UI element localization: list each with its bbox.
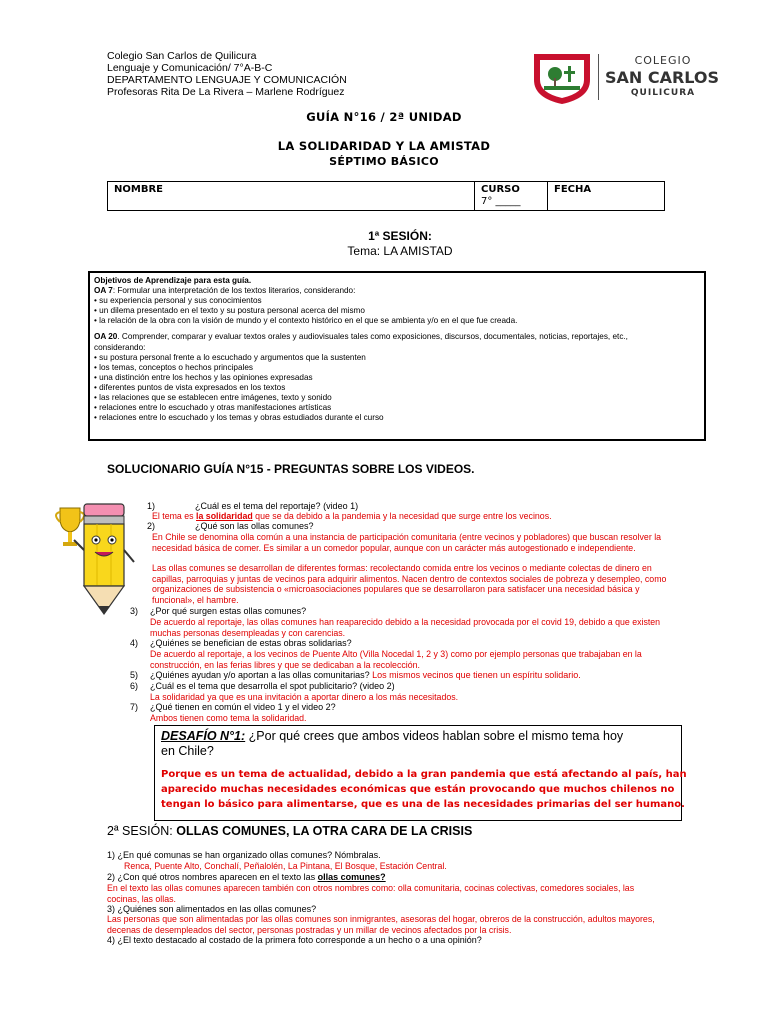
desafio-question-line xyxy=(161,729,675,744)
oa20-item: • los temas, conceptos o hechos principales xyxy=(94,362,253,372)
guide-theme: LA SOLIDARIDAD Y LA AMISTAD xyxy=(277,139,491,153)
answer-2b-line: capillas, parroquias y juntas de vecinos para adquirir alimentos. Nacen dentro de contextos sociales de pobreza y desempleo, como xyxy=(152,573,667,584)
oa20-item: • relaciones entre lo escuchado y otras manifestaciones artísticas xyxy=(94,403,332,413)
answer-2b-line: Las ollas comunes se desarrollan de diferentes formas: recolectando comida entre los vecinos o mediante colectas de dinero en xyxy=(152,563,652,573)
session2-answer-2-line: cocinas, las ollas. xyxy=(107,893,176,904)
header-line-subject: Lenguaje y Comunicación/ 7°A-B-C xyxy=(107,62,273,74)
answer-2b-line: organizaciones de subsistencia o «microasociaciones populares que se desarrollaron para satisfacer una necesidad básica y xyxy=(152,584,640,594)
session2-question-1: 1) ¿En qué comunas se han organizado ollas comunes? Nómbralas. xyxy=(107,850,381,860)
desafio-answer-line: Porque es un tema de actualidad, debido a la gran pandemia que está afectando al país, han xyxy=(161,769,687,780)
question-7-number: 7) xyxy=(130,702,139,712)
oa20-item: • las relaciones que se establecen entre imágenes, texto y sonido xyxy=(94,393,332,403)
answer-3-line: muchas personas desempleadas y con carencias. xyxy=(150,627,346,638)
student-info-table xyxy=(107,181,665,211)
answer-5: Los mismos vecinos que tienen un espíritu solidario. xyxy=(369,670,581,680)
oa7-item: • un dilema presentado en el texto y su postura personal acerca del mismo xyxy=(94,306,365,316)
objectives-box xyxy=(88,271,706,441)
answer-3-line: De acuerdo al reportaje, las ollas comunes han reaparecido debido a la necesidad provocada por el covid 19, debido a que existen xyxy=(150,617,661,627)
desafio-label: DESAFÍO N°1: xyxy=(161,729,246,743)
guide-level: SÉPTIMO BÁSICO xyxy=(329,155,439,168)
oa20-item: • una distinción entre los hechos y las opiniones expresadas xyxy=(94,372,313,382)
question-4-number: 4) xyxy=(130,638,139,648)
session2-title xyxy=(107,824,472,838)
session2-answer-3-line: decenas de desempleados del sector, personas postradas y un millar de vecinos afectados por la crisis. xyxy=(107,924,512,935)
oa7-text: : Formular una interpretación de los textos literarios, considerando: xyxy=(112,286,356,296)
question-3 xyxy=(130,606,306,617)
session2-heading: OLLAS COMUNES, LA OTRA CARA DE LA CRISIS xyxy=(176,824,473,838)
answer-7 xyxy=(150,713,306,724)
question-6 xyxy=(130,681,395,692)
school-shield-icon xyxy=(530,50,594,106)
answer-2 xyxy=(152,532,661,553)
answer-4-line: construcción, en las ferias libres y que se dedicaban a la recolección. xyxy=(150,659,420,670)
nombre-label: NOMBRE xyxy=(114,184,163,195)
question-3-text: ¿Por qué surgen estas ollas comunes? xyxy=(150,606,307,616)
oa20-text: . Comprender, comparar y evaluar textos orales y audiovisuales tales como exposiciones, discursos, documentales, noticias, reportajes, etc., xyxy=(117,332,628,342)
logo-divider xyxy=(598,54,599,100)
question-4 xyxy=(130,638,352,649)
oa7-label: OA 7 xyxy=(94,286,113,296)
session2-question-4: 4) ¿El texto destacado al costado de la primera foto corresponde a un hecho o a una opinión? xyxy=(107,935,482,945)
answer-1-bold: la solidaridad xyxy=(196,511,253,521)
session2-answer-1: Renca, Puente Alto, Conchalí, Peñalolén, La Pintana, El Bosque, Estación Central. xyxy=(124,861,447,871)
question-7 xyxy=(130,702,336,713)
oa20-line xyxy=(94,332,700,342)
curso-value: 7° _____ xyxy=(481,196,521,207)
session2-answer-2 xyxy=(107,883,634,904)
question-6-number: 6) xyxy=(130,681,139,691)
session2-question-2 xyxy=(107,872,386,883)
question-6-text: ¿Cuál es el tema que desarrolla el spot publicitario? (video 2) xyxy=(150,681,395,691)
curso-label: CURSO xyxy=(481,184,520,195)
answer-1-pre: El tema es xyxy=(152,511,197,521)
question-1-number: 1) xyxy=(147,501,156,511)
session2-answer-3-line: Las personas que son alimentadas por las ollas comunes son inmigrantes, asesoras del hogar, obreros de la construcción, adultos mayores, xyxy=(107,914,655,924)
desafio-question2: en Chile? xyxy=(161,744,214,758)
question-5 xyxy=(130,670,581,681)
header-line-department: DEPARTAMENTO LENGUAJE Y COMUNICACIÓN xyxy=(107,74,347,86)
logo-text-quilicura: QUILICURA xyxy=(630,88,696,98)
desafio-answer-line: aparecido muchas necesidades económicas que están provocando que muchos chilenos no xyxy=(161,784,675,795)
nombre-cell[interactable] xyxy=(108,182,475,210)
oa20-item: • diferentes puntos de vista expresados en los textos xyxy=(94,382,286,392)
question-2-text: ¿Qué son las ollas comunes? xyxy=(195,521,314,531)
question-5-text: ¿Quiénes ayudan y/o aportan a las ollas comunitarias? xyxy=(150,670,370,680)
desafio-question: ¿Por qué crees que ambos videos hablan sobre el mismo tema hoy xyxy=(245,729,624,743)
answer-4 xyxy=(150,649,642,670)
oa20-item: • su postura personal frente a lo escuchado y argumentos que la sustenten xyxy=(94,352,366,362)
answer-2-line: necesidad básica de comer. Es similar a un comedor popular, aunque con un carácter más autogestionado e independiente. xyxy=(152,542,636,553)
answer-1-post: que se da debido a la pandemia y la necesidad que surge entre los vecinos. xyxy=(252,511,552,521)
oa20-item: • relaciones entre lo escuchado y los temas y obras estudiados durante el curso xyxy=(94,413,384,423)
question-2 xyxy=(147,521,314,532)
session2-label: 2ª SESIÓN: xyxy=(107,824,177,838)
header-line-school: Colegio San Carlos de Quilicura xyxy=(107,50,257,62)
question-5-number: 5) xyxy=(130,670,139,680)
oa7-item: • su experiencia personal y sus conocimientos xyxy=(94,296,262,306)
logo-text-colegio: COLEGIO xyxy=(634,54,692,67)
session1-title: 1ª SESIÓN: xyxy=(368,229,432,243)
session2-question-3: 3) ¿Quiénes son alimentados en las ollas comunes? xyxy=(107,904,317,914)
curso-cell[interactable] xyxy=(475,182,548,210)
school-header xyxy=(107,50,347,98)
question-7-text: ¿Qué tienen en común el video 1 y el video 2? xyxy=(150,702,336,712)
desafio-box xyxy=(154,725,687,821)
session2-question-2-text: 2) ¿Con qué otros nombres aparecen en el texto las xyxy=(107,872,318,882)
header-line-teachers: Profesoras Rita De La Rivera – Marlene Rodríguez xyxy=(107,86,345,98)
oa7-item: • la relación de la obra con la visión de mundo y el contexto histórico en el que se ambienta y/o en el que fue creada. xyxy=(94,316,518,326)
oa20-label: OA 20 xyxy=(94,332,118,342)
question-2-number: 2) xyxy=(147,521,156,531)
oa7-line xyxy=(94,286,700,296)
session2-question-2-bold: ollas comunes? xyxy=(317,872,386,882)
guide-title: GUÍA N°16 / 2ª UNIDAD xyxy=(306,110,462,124)
solucionario-title: SOLUCIONARIO GUÍA N°15 - PREGUNTAS SOBRE LOS VIDEOS. xyxy=(107,462,475,476)
answer-1 xyxy=(152,511,552,522)
answer-2b-line: funcional», el hambre. xyxy=(152,594,239,605)
question-1-text: ¿Cuál es el tema del reportaje? (video 1) xyxy=(195,501,359,511)
answer-2-line: En Chile se denomina olla común a una instancia de participación comunitaria (entre vecinos y pobladores) que buscan resolver la xyxy=(152,532,662,542)
answer-7-line: Ambos tienen como tema la solidaridad. xyxy=(150,713,307,723)
fecha-cell[interactable] xyxy=(548,182,664,210)
session2-answer-3 xyxy=(107,914,655,935)
fecha-label: FECHA xyxy=(554,184,592,195)
objectives-heading: Objetivos de Aprendizaje para esta guía. xyxy=(94,276,252,285)
answer-3 xyxy=(150,617,660,638)
answer-2b xyxy=(152,563,666,605)
answer-6 xyxy=(150,692,458,703)
session2-answer-2-line: En el texto las ollas comunes aparecen también con otros nombres como: olla comunitaria, cocinas colectivas, comedores sociales, las xyxy=(107,883,635,893)
oa20-text2: considerando: xyxy=(94,342,146,352)
question-4-text: ¿Quiénes se benefician de estas obras solidarias? xyxy=(150,638,352,648)
logo-text-san-carlos: SAN CARLOS xyxy=(604,68,720,87)
pencil-trophy-mascot-icon xyxy=(50,490,140,620)
school-logo xyxy=(530,50,720,106)
answer-4-line: De acuerdo al reportaje, a los vecinos de Puente Alto (Villa Nocedal 1, 2 y 3) como por ejemplo personas que trabajaban en la xyxy=(150,649,642,659)
question-1 xyxy=(147,501,358,512)
session1-subtitle: Tema: LA AMISTAD xyxy=(347,244,453,258)
answer-6-line: La solidaridad ya que es una invitación a aportar dinero a los más necesitados. xyxy=(150,692,459,702)
question-3-number: 3) xyxy=(130,606,139,616)
desafio-answer-line: tengan lo básico para alimentarse, que es una de las necesidades primarias del ser humano. xyxy=(161,799,685,810)
